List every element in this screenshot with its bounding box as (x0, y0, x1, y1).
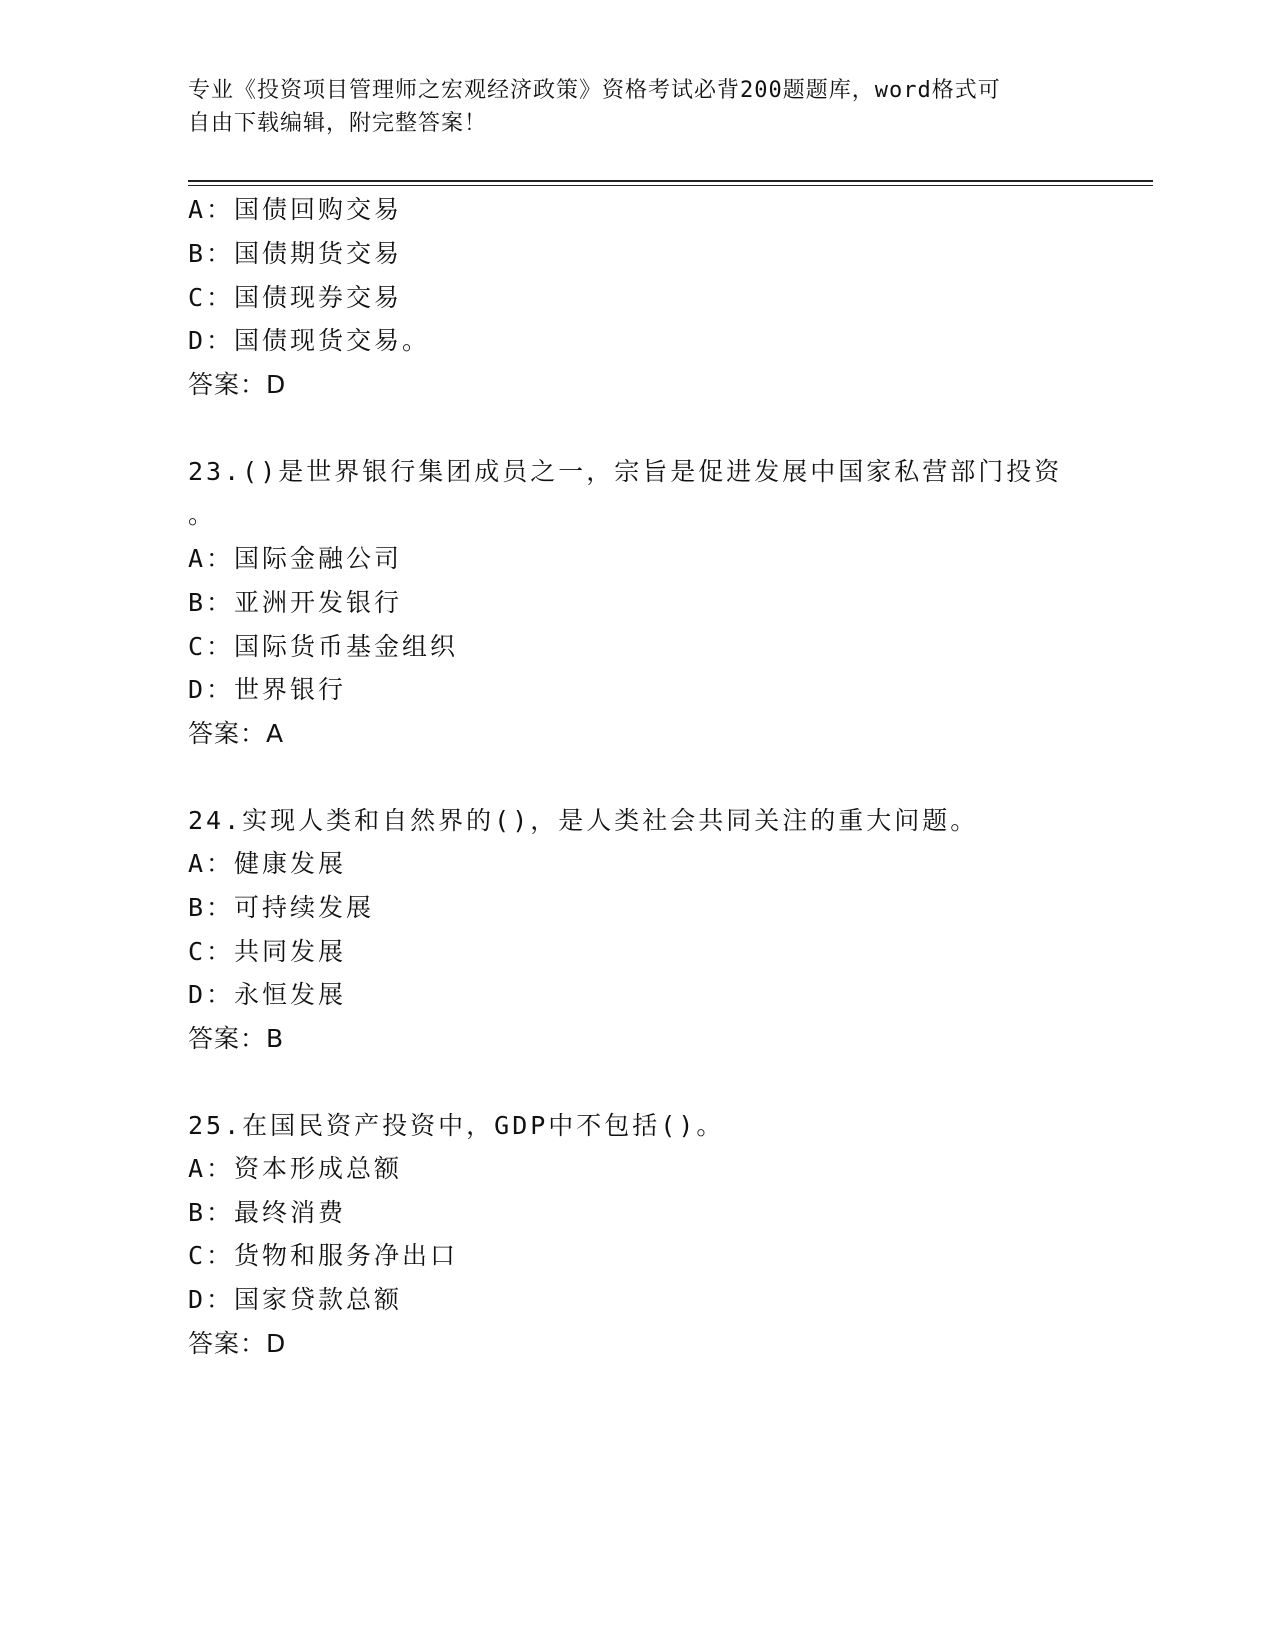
q23-answer: 答案：A (188, 719, 285, 748)
q23-option-a: A：国际金融公司 (188, 544, 403, 573)
q22-answer: 答案：D (188, 370, 287, 399)
q23-question: 23.()是世界银行集团成员之一，宗旨是促进发展中国家私营部门投资 (188, 457, 1063, 486)
q24-option-a: A：健康发展 (188, 849, 347, 878)
q25-option-b: B：最终消费 (188, 1198, 347, 1227)
header-title-line-1: 专业《投资项目管理师之宏观经济政策》资格考试必背200题题库，word格式可 (188, 78, 1001, 103)
q25-question: 25.在国民资产投资中，GDP中不包括()。 (188, 1111, 725, 1140)
q23-question-continued: 。 (188, 500, 217, 529)
q25-option-d: D：国家贷款总额 (188, 1285, 403, 1314)
header-divider-thin (188, 185, 1153, 186)
q22-option-b: B：国债期货交易 (188, 239, 403, 268)
q22-option-a: A：国债回购交易 (188, 195, 403, 224)
q22-option-d: D：国债现货交易。 (188, 326, 431, 355)
q25-option-a: A：资本形成总额 (188, 1154, 403, 1183)
q25-option-c: C：货物和服务净出口 (188, 1241, 459, 1270)
q23-option-c: C：国际货币基金组织 (188, 632, 459, 661)
header-divider-thick (188, 180, 1153, 182)
q23-option-b: B：亚洲开发银行 (188, 588, 403, 617)
q24-option-b: B：可持续发展 (188, 893, 375, 922)
q24-option-d: D：永恒发展 (188, 980, 347, 1009)
document-header (188, 74, 1068, 140)
q24-question: 24.实现人类和自然界的()，是人类社会共同关注的重大问题。 (188, 806, 979, 835)
header-title-line-2: 自由下载编辑，附完整答案！ (188, 111, 488, 136)
q24-option-c: C：共同发展 (188, 937, 347, 966)
q25-answer: 答案：D (188, 1329, 287, 1358)
q22-option-c: C：国债现券交易 (188, 283, 403, 312)
q23-option-d: D：世界银行 (188, 675, 347, 704)
q24-answer: 答案：B (188, 1024, 285, 1053)
